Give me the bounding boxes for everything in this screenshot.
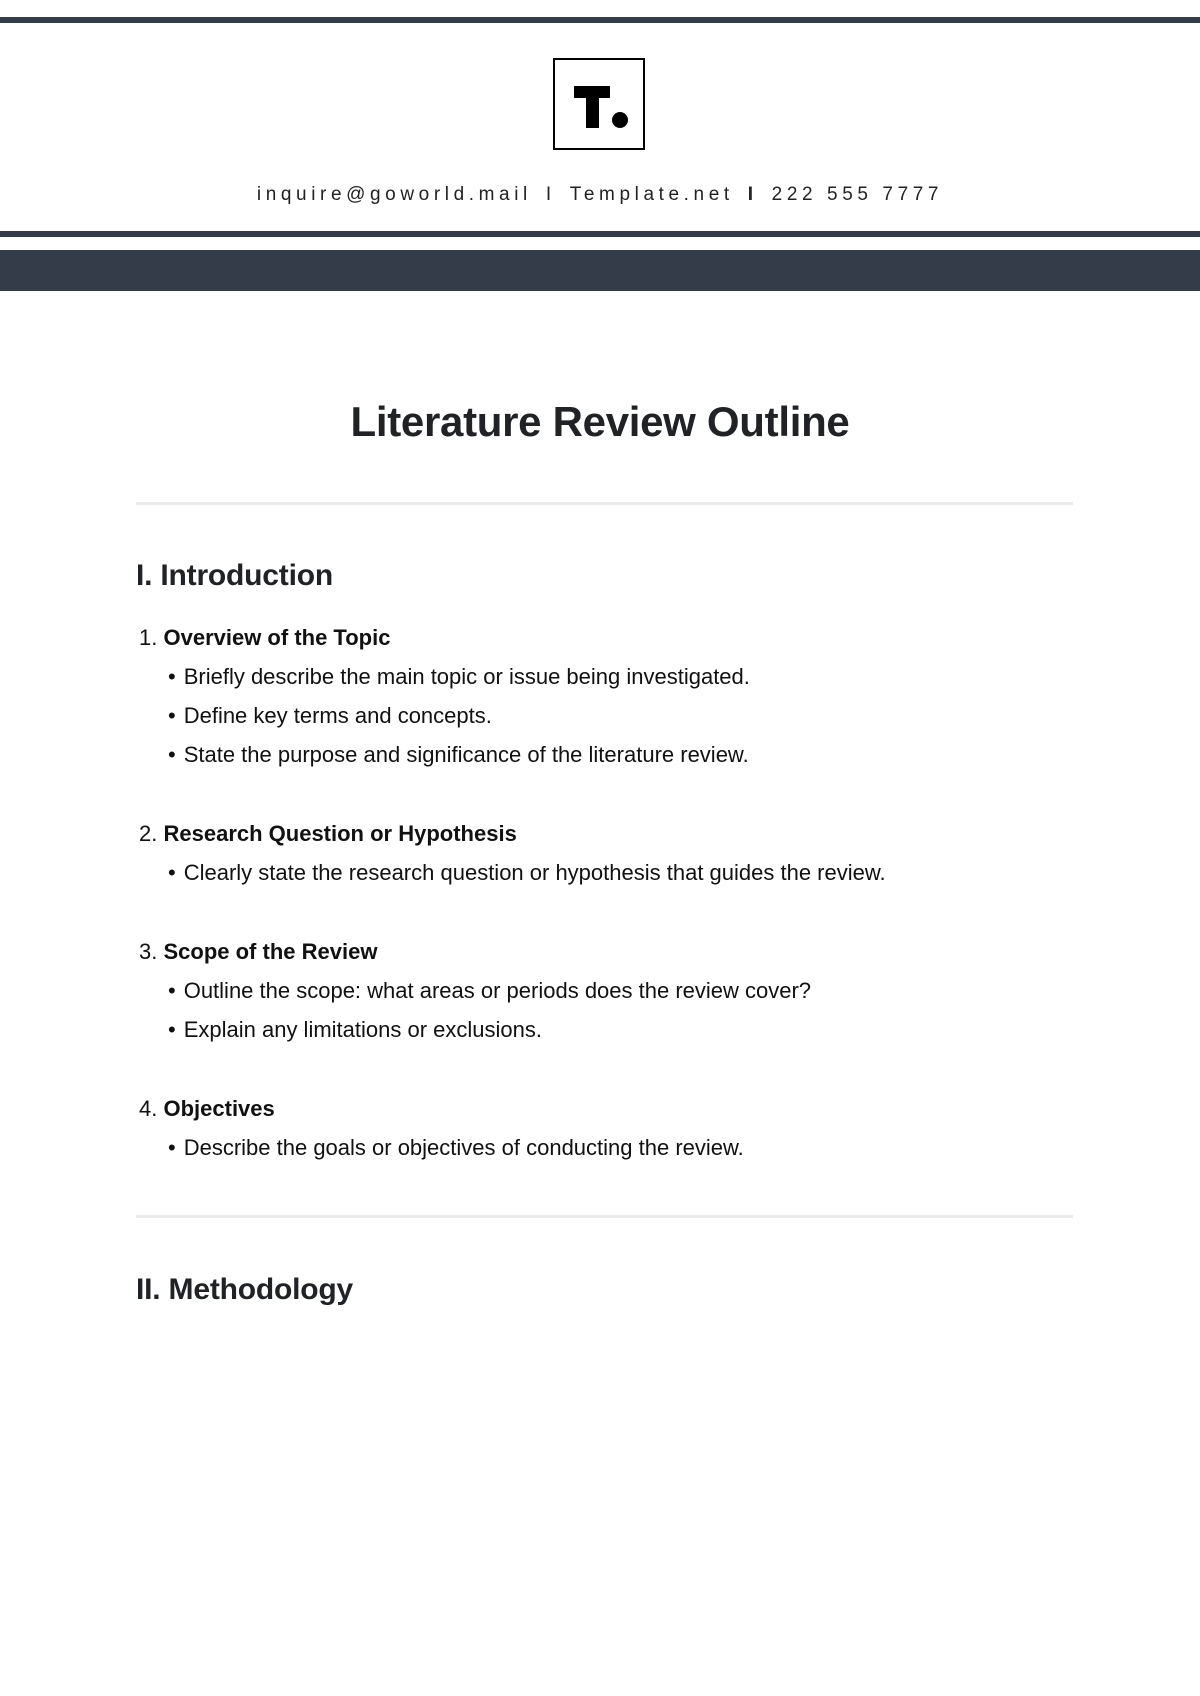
item-number: 1. xyxy=(139,625,158,650)
bullet-icon: • xyxy=(168,703,176,728)
bullet-item xyxy=(168,664,750,690)
bullet-text: Clearly state the research question or hypothesis that guides the review. xyxy=(183,860,886,885)
bullet-icon: • xyxy=(168,978,176,1003)
section-divider xyxy=(136,1215,1073,1218)
bullet-item xyxy=(168,978,811,1004)
list-item-objectives xyxy=(139,1096,275,1122)
bullet-icon: • xyxy=(168,664,176,689)
contact-separator: I xyxy=(545,184,556,205)
contact-line xyxy=(0,184,1200,206)
contact-email: inquire@goworld.mail xyxy=(256,184,532,205)
header-band xyxy=(0,250,1200,291)
title-divider xyxy=(136,502,1073,505)
bullet-text: Outline the scope: what areas or periods does the review cover? xyxy=(183,978,812,1003)
list-item-overview xyxy=(139,625,390,651)
item-label: Overview of the Topic xyxy=(163,625,391,650)
bullet-icon: • xyxy=(168,860,176,885)
item-label: Research Question or Hypothesis xyxy=(163,821,517,846)
section-heading-methodology: II. Methodology xyxy=(136,1273,353,1306)
logo xyxy=(553,58,645,150)
logo-dot-icon xyxy=(612,112,628,128)
bullet-text: Define key terms and concepts. xyxy=(183,703,492,728)
list-item-research-question xyxy=(139,821,517,847)
header-bottom-rule xyxy=(0,231,1200,237)
bullet-item xyxy=(168,1017,542,1043)
bullet-text: Describe the goals or objectives of conducting the review. xyxy=(183,1135,744,1160)
bullet-item xyxy=(168,703,492,729)
bullet-icon: • xyxy=(168,742,176,767)
bullet-text: State the purpose and significance of the literature review. xyxy=(183,742,749,767)
item-number: 3. xyxy=(139,939,158,964)
header-top-rule xyxy=(0,17,1200,23)
bullet-item xyxy=(168,860,886,886)
bullet-item xyxy=(168,1135,744,1161)
contact-phone: 222 555 7777 xyxy=(771,184,944,205)
contact-separator: I xyxy=(747,184,758,205)
item-label: Scope of the Review xyxy=(163,939,378,964)
bullet-text: Explain any limitations or exclusions. xyxy=(183,1017,542,1042)
bullet-text: Briefly describe the main topic or issue being investigated. xyxy=(183,664,750,689)
logo-t-icon-stem xyxy=(586,86,599,128)
contact-website: Template.net xyxy=(569,184,734,205)
item-number: 2. xyxy=(139,821,158,846)
item-label: Objectives xyxy=(163,1096,275,1121)
bullet-item xyxy=(168,742,749,768)
section-heading-introduction: I. Introduction xyxy=(136,559,333,592)
page-title: Literature Review Outline xyxy=(350,398,850,445)
item-number: 4. xyxy=(139,1096,158,1121)
list-item-scope xyxy=(139,939,377,965)
bullet-icon: • xyxy=(168,1017,176,1042)
bullet-icon: • xyxy=(168,1135,176,1160)
